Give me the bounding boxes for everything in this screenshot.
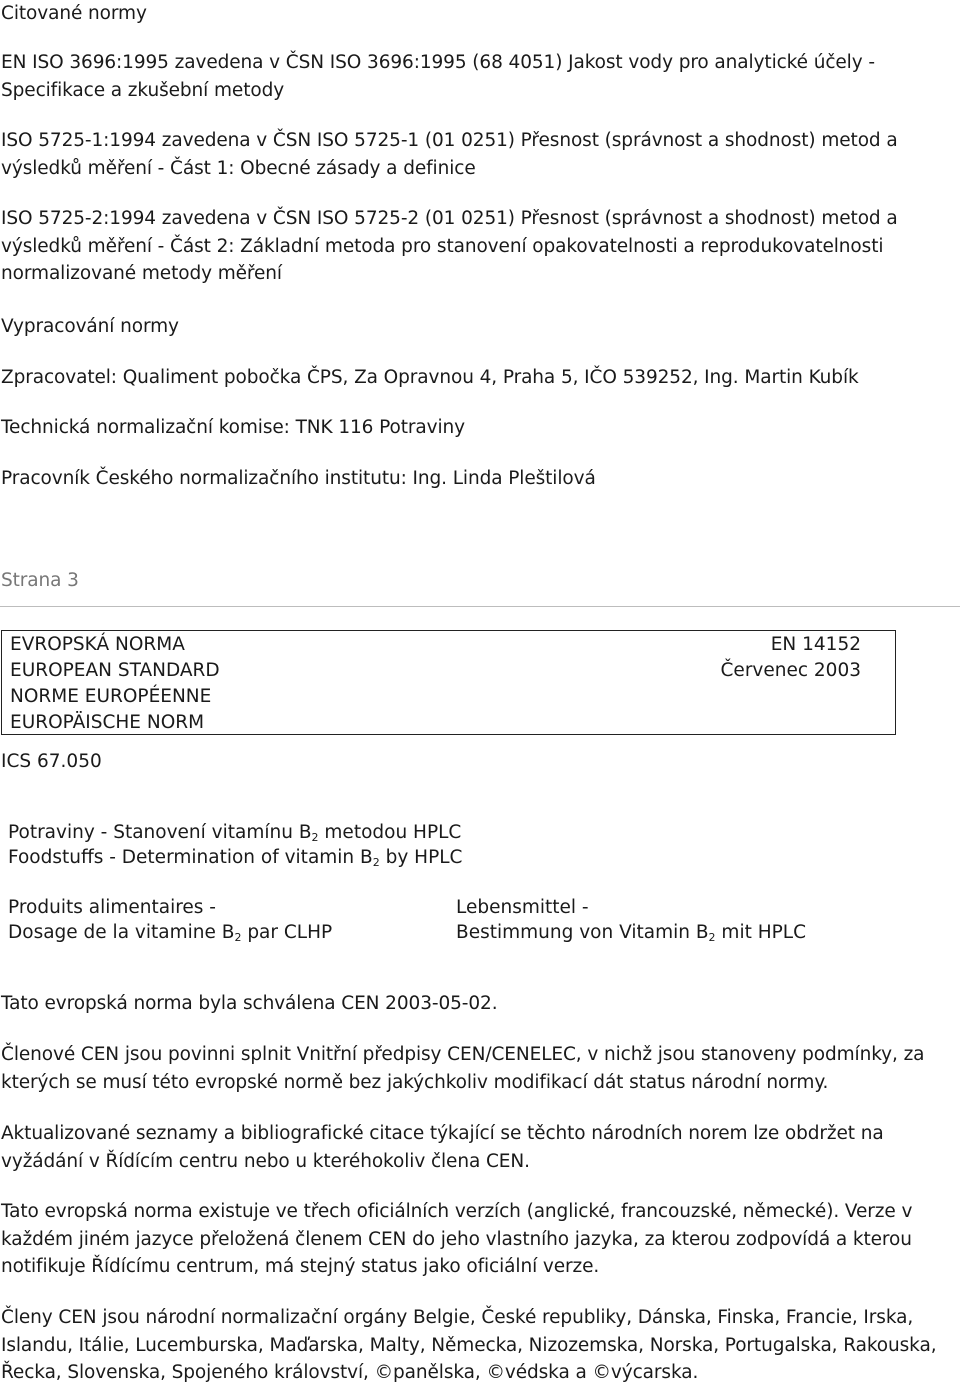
- institute-worker-line: Pracovník Českého normalizačního institutu: Ing. Linda Pleštilová: [1, 468, 596, 489]
- title-text: Dosage de la vitamine B: [8, 922, 235, 943]
- page-divider: [0, 606, 960, 607]
- title-text: by HPLC: [379, 847, 463, 868]
- standard-number: EN 14152: [770, 634, 861, 655]
- ics-code: ICS 67.050: [1, 751, 102, 772]
- title-text: par CLHP: [241, 922, 333, 943]
- paragraph-line: Řecka, Slovenska, Spojeného království, ©panělska, ©védska a ©výcarska.: [1, 1362, 699, 1383]
- lists-paragraph: [1, 1120, 884, 1175]
- citation-iso-5725-2: [1, 205, 898, 288]
- citation-iso-3696: [1, 49, 875, 104]
- standard-header-box: [1, 630, 896, 735]
- committee-line: Technická normalizační komise: TNK 116 Potraviny: [1, 417, 465, 438]
- preparation-heading: Vypracování normy: [1, 316, 179, 337]
- paragraph-line: Tato evropská norma byla schválena CEN 2003-05-02.: [1, 993, 498, 1014]
- preparer-line: Zpracovatel: Qualiment pobočka ČPS, Za Opravnou 4, Praha 5, IČO 539252, Ing. Martin Kubík: [1, 367, 859, 388]
- versions-paragraph: [1, 1198, 912, 1281]
- approval-paragraph: [1, 990, 497, 1018]
- paragraph-line: Členy CEN jsou národní normalizační orgány Belgie, České republiky, Dánska, Finska, Francie, Irska,: [1, 1307, 914, 1328]
- citation-line: výsledků měření - Část 1: Obecné zásady a definice: [1, 157, 476, 179]
- cited-norms-heading: Citované normy: [1, 3, 147, 24]
- citation-iso-5725-1: [1, 127, 898, 182]
- standard-name-en: EUROPEAN STANDARD: [10, 660, 220, 681]
- title-fr-line1: Produits alimentaires -: [8, 897, 216, 918]
- title-de: [456, 920, 806, 945]
- citation-line: EN ISO 3696:1995 zavedena v ČSN ISO 3696:1995 (68 4051) Jakost vody pro analytické účely -: [1, 52, 875, 73]
- title-cs: [8, 820, 461, 845]
- title-text: Potraviny - Stanovení vitamínu B: [8, 822, 312, 843]
- standard-name-cs: EVROPSKÁ NORMA: [10, 634, 185, 655]
- paragraph-line: Aktualizované seznamy a bibliografické citace týkající se těchto národních norem lze obdržet na: [1, 1123, 884, 1144]
- subscript: 2: [708, 931, 716, 944]
- citation-line: ISO 5725-2:1994 zavedena v ČSN ISO 5725-2 (01 0251) Přesnost (správnost a shodnost) metod a: [1, 208, 898, 229]
- members-obligation-paragraph: [1, 1041, 924, 1096]
- title-en: [8, 845, 462, 870]
- paragraph-line: každém jiném jazyce přeložená členem CEN do jeho vlastního jazyka, za kterou zodpovídá a kterou: [1, 1228, 912, 1250]
- paragraph-line: Členové CEN jsou povinni splnit Vnitřní předpisy CEN/CENELEC, v nichž jsou stanoveny podmínky, za: [1, 1044, 925, 1065]
- members-list-paragraph: [1, 1304, 936, 1387]
- paragraph-line: Islandu, Itálie, Lucemburska, Maďarska, Malty, Německa, Nizozemska, Norska, Portugalska, Rakouska,: [1, 1334, 937, 1356]
- paragraph-line: notifikuje Řídícímu centrum, má stejný status jako oficiální verze.: [1, 1256, 600, 1277]
- subscript: 2: [372, 856, 380, 869]
- subscript: 2: [311, 831, 319, 844]
- standard-name-fr: NORME EUROPÉENNE: [10, 686, 212, 707]
- citation-line: ISO 5725-1:1994 zavedena v ČSN ISO 5725-1 (01 0251) Přesnost (správnost a shodnost) metod a: [1, 130, 898, 151]
- page-label: Strana 3: [1, 570, 79, 591]
- citation-line: normalizované metody měření: [1, 263, 282, 284]
- title-text: Bestimmung von Vitamin B: [456, 922, 709, 943]
- title-fr: [8, 920, 332, 945]
- subscript: 2: [234, 931, 242, 944]
- citation-line: výsledků měření - Část 2: Základní metoda pro stanovení opakovatelnosti a reprodukovatelnosti: [1, 235, 884, 257]
- title-text: metodou HPLC: [318, 822, 462, 843]
- standard-name-de: EUROPÄISCHE NORM: [10, 712, 205, 733]
- title-text: mit HPLC: [715, 922, 807, 943]
- paragraph-line: Tato evropská norma existuje ve třech oficiálních verzích (anglické, francouzské, německé). Verze v: [1, 1201, 913, 1222]
- paragraph-line: kterých se musí této evropské normě bez jakýchkoliv modifikací dát status národní normy.: [1, 1071, 829, 1093]
- paragraph-line: vyžádání v Řídícím centru nebo u kteréhokoliv člena CEN.: [1, 1150, 530, 1172]
- citation-line: Specifikace a zkušební metody: [1, 79, 285, 101]
- title-text: Foodstuffs - Determination of vitamin B: [8, 847, 373, 868]
- title-de-line1: Lebensmittel -: [456, 897, 589, 918]
- standard-date: Červenec 2003: [720, 660, 861, 681]
